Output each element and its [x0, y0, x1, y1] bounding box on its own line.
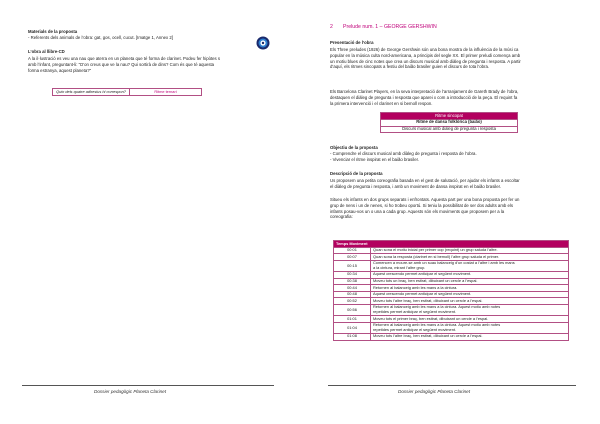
table-row [334, 304, 569, 315]
table-row [334, 291, 569, 298]
row-time: 01:01 [334, 316, 371, 323]
row-movement [371, 247, 569, 254]
row-movement [371, 322, 569, 333]
movement-line: a la cintura, mirant l’altre grup. [373, 264, 426, 270]
row-movement [371, 291, 569, 298]
footer-text: Dossier pedagògic Planeta Clarinet [398, 389, 471, 394]
text-line: A la il·lustració es veu una nau que aterra en un planeta que té forma de clarinet. Podeu fer hipòtes s [28, 56, 221, 61]
footer-rule [22, 385, 274, 386]
text-line: Situeu els infants en dos grups separats i enfrontats. Aquesta part per una bona proposta per fer un [330, 197, 520, 202]
text-line: grup de nens i un de nenes, si ho trobeu oportú. Si teniu la possibilitat de ser dos adults amb els [330, 202, 513, 208]
row-movement [371, 333, 569, 340]
text-line: la primera intervenció i el clarinet en si bemoll respon. [330, 100, 433, 106]
cd-section-title: L’obra al llibre-CD [28, 49, 65, 54]
row-movement [371, 304, 569, 315]
rhythm-row-1: Ritme sincopat [381, 113, 518, 120]
row-movement [371, 298, 569, 305]
text-line: infants posau-vos un o una a cada grup. Aquests són els moviments que proposem per a la [330, 208, 505, 214]
row-movement [371, 260, 569, 271]
row-time: 01:04 [334, 322, 371, 333]
row-time: 00:15 [334, 260, 371, 271]
movement-line: Moveu tots un braç, ben estirat, dibuixant un cercle a l’espai. [373, 278, 478, 284]
row-time: 00:34 [334, 271, 371, 278]
table-row [334, 271, 569, 278]
row-movement [371, 254, 569, 261]
row-time: 00:48 [334, 291, 371, 298]
sticker-answer: Ritme ternari [130, 89, 202, 96]
objectiu-title: Objectiu de la proposta [330, 145, 378, 150]
row-time: 00:44 [334, 285, 371, 292]
table-row [334, 247, 569, 254]
movement-line: Retornen al balanceig amb les mans a la cintura. Aquest motiu amb notes [373, 304, 501, 310]
rhythm-row-2: Ritme de dansa folklòrica (baião) [381, 119, 518, 126]
movement-line: Quan sona el motiu inicial per primer cop (requint) un grup saluda l’altre. [373, 247, 498, 253]
movement-line: Retornen al balanceig amb les mans a la cintura. Aquest motiu amb notes [373, 322, 501, 328]
text-line: forma estranya, aquest planeta?” [28, 67, 92, 73]
movement-line: Moveu tots l’altre braç, ben estirat, dibuixant un cercle a l’espai. [373, 333, 483, 339]
text-line: un motiu blues de cinc notes que crea un discurs musical amb diàleg de pregunta i resposta. A partir [330, 58, 521, 64]
schedule-header: Temps Moviment [334, 241, 569, 248]
rhythm-row-3: Discurs musical amb diàleg de pregunta i resposta [381, 126, 518, 133]
presentacio-title: Presentació de l’obra [330, 40, 374, 45]
table-row [334, 333, 569, 340]
cd-icon [256, 36, 270, 50]
movement-line: repetides permet anticipar el següent moviment. [373, 326, 457, 332]
objectiu-item-2: - Vivenciar el ritme inspirat en el baião brasiler. [330, 157, 420, 162]
right-page [300, 0, 600, 424]
movement-line: Aquest crescendo permet anticipar el següent moviment. [373, 271, 472, 277]
movement-line: Comencen a moure-se amb un suau balanceig d’un costat a l’altre i amb les mans [373, 260, 515, 266]
text-line: amb l’infant, preguntant-li: “D’on creus que ve la nau? Qui sortirà de dins? Com és que té aquesta [28, 61, 215, 67]
table-row [334, 298, 569, 305]
footer-text: Dossier pedagògic Planeta Clarinet [94, 389, 167, 394]
row-time: 00:52 [334, 298, 371, 305]
table-row [334, 322, 569, 333]
text-line: Us proposem una petita coreografia basada en el gest de salutació, per ajudar els infants a escoltar [330, 178, 520, 183]
text-line: Els Three preludes (1926) de George Gershwin són una bona mostra de la influència de la músi ca [330, 47, 519, 52]
materials-item: - Referents dels animals de l’obra: gat, gos, ocell, cucut. [Imatge 1, Annex 2] [28, 35, 173, 40]
descripcio-title: Descripció de la proposta [330, 171, 383, 176]
sticker-table [52, 88, 202, 96]
table-row [334, 254, 569, 261]
table-row [334, 278, 569, 285]
section-number: 2 [330, 24, 333, 30]
text-line: d’aquí, els ritmes sincopats a festiu del baião brasiler guien el discurs de tota l’obra. [330, 64, 490, 70]
footer-rule [328, 385, 576, 386]
text-line: el diàleg de pregunta i resposta, i amb un moviment de dansa inspirat en el baião brasiler. [330, 183, 502, 189]
row-time: 00:56 [334, 304, 371, 315]
table-row [334, 260, 569, 271]
row-time: 00:38 [334, 278, 371, 285]
text-line: coreografia: [330, 214, 353, 220]
table-row [334, 285, 569, 292]
text-line: Els Barcelona Clarinet Players, en la seva interpretació de l’arranjament de Gareth Brady de l’obra, [330, 89, 519, 94]
movement-line: repetides permet anticipar el següent moviment. [373, 309, 457, 315]
table-row [334, 316, 569, 323]
text-line: popular en la música culta nord-americana, a principis del segle XX. El primer preludi comença amb [330, 52, 521, 58]
choreography-table [333, 240, 569, 341]
movement-line: Quan sona la resposta (clarinet en si bemoll) l’altre grup saluda el primer. [373, 253, 500, 259]
row-time: 01:08 [334, 333, 371, 340]
rhythm-table [380, 112, 518, 133]
section-heading: Prelude num. 1 – GEORGE GERSHWIN [343, 24, 437, 30]
movement-line: Moveu tots l’altre braç, ben estirat, dibuixant un cercle a l’espai. [373, 297, 483, 303]
row-movement [371, 271, 569, 278]
movement-line: Retornen al balanceig amb les mans a la cintura. [373, 284, 458, 290]
row-time: 00:07 [334, 254, 371, 261]
text-line: destaquen el diàleg de pregunta i resposta que aparei x com a introducció de la peça. El requint fa [330, 94, 518, 100]
row-movement [371, 316, 569, 323]
objectiu-item-1: - Comprendre el discurs musical amb diàleg de pregunta i resposta de l’obra. [330, 151, 477, 156]
row-time: 00:01 [334, 247, 371, 254]
sticker-question: Quin dels quatre adhesius hi correspon? [53, 89, 130, 96]
movement-line: Moveu tots el primer braç, ben estirat, dibuixant un cercle a l’espai. [373, 315, 489, 321]
movement-line: Aquest crescendo permet anticipar el següent moviment. [373, 291, 472, 297]
row-movement [371, 285, 569, 292]
materials-title: Materials de la proposta [28, 29, 78, 34]
row-movement [371, 278, 569, 285]
